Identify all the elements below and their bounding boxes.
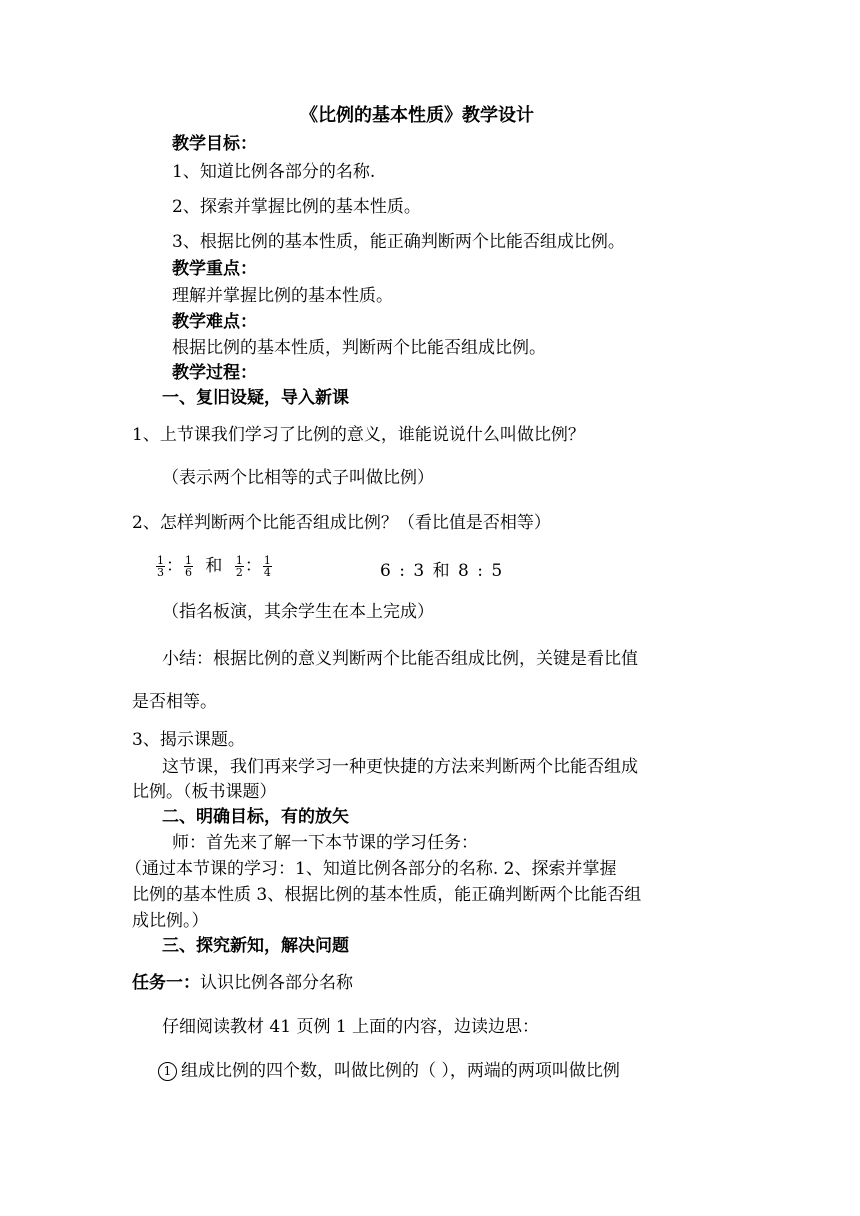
topic-line-2: 比例。（板书课题） [132,782,277,802]
objectives-heading: 教学目标： [172,134,257,154]
circled-number-one-icon: 1 [158,1062,177,1081]
answer-1: （表示两个比相等的式子叫做比例） [162,468,434,488]
objective-item-2: 2、探索并掌握比例的基本性质。 [172,197,421,217]
topic-line-1: 这节课，我们再来学习一种更快捷的方法来判断两个比能否组成 [162,757,638,777]
question-3: 3、揭示课题。 [132,730,245,750]
section2-heading: 二、明确目标，有的放矢 [162,807,349,827]
section2-line-2: （通过本节课的学习：1、知道比例各部分的名称. 2、探索并掌握 [125,859,617,879]
task1-item-1 [158,1060,620,1082]
read-instruction: 仔细阅读教材 41 页例 1 上面的内容，边读边思： [162,1017,540,1037]
board-note: （指名板演，其余学生在本上完成） [162,602,434,622]
and-word: 和 [205,556,223,576]
ratio-colon: ： [244,556,262,576]
section2-line-3: 比例的基本性质 3、根据比例的基本性质，能正确判断两个比能否组 [132,885,642,905]
task1-line [132,972,353,994]
section2-line-1: 师：首先来了解一下本节课的学习任务： [172,833,478,853]
key-point-heading: 教学重点： [172,259,257,279]
key-point-text: 理解并掌握比例的基本性质。 [172,286,393,306]
task1-item-1-text: 组成比例的四个数，叫做比例的（ ），两端的两项叫做比例 [181,1061,620,1081]
section2-line-4: 成比例。） [132,911,209,931]
difficulty-text: 根据比例的基本性质，判断两个比能否组成比例。 [172,338,546,358]
summary-line-1: 小结：根据比例的意义判断两个比能否组成比例，关键是看比值 [162,649,638,669]
fraction-one-quarter: $\frac{1}{4}$ [263,554,271,579]
summary-line-2: 是否相等。 [132,692,217,712]
ratio-colon: ： [166,556,183,576]
fraction-one-half: $\frac{1}{2}$ [235,554,243,579]
difficulty-heading: 教学难点： [172,312,257,332]
task1-text: 认识比例各部分名称 [200,973,353,993]
fraction-one-sixth: $\frac{1}{6}$ [185,554,192,579]
document-title: 《比例的基本性质》教学设计 [300,105,534,126]
section3-heading: 三、探究新知，解决问题 [162,936,349,956]
section1-heading: 一、复旧设疑，导入新课 [162,388,349,408]
question-2: 2、怎样判断两个比能否组成比例？（看比值是否相等） [132,513,551,533]
fraction-one-third: $\frac{1}{3}$ [157,554,164,579]
question-1: 1、上节课我们学习了比例的意义，谁能说说什么叫做比例？ [132,425,585,445]
objective-item-3: 3、根据比例的基本性质，能正确判断两个比能否组成比例。 [172,232,625,252]
math-expression-fractions [155,555,273,578]
math-expression-ratios: 6 : 3 和 8 : 5 [380,561,503,581]
objective-item-1: 1、知道比例各部分的名称. [172,162,376,182]
task1-label: 任务一： [132,973,200,993]
process-heading: 教学过程： [172,363,257,383]
